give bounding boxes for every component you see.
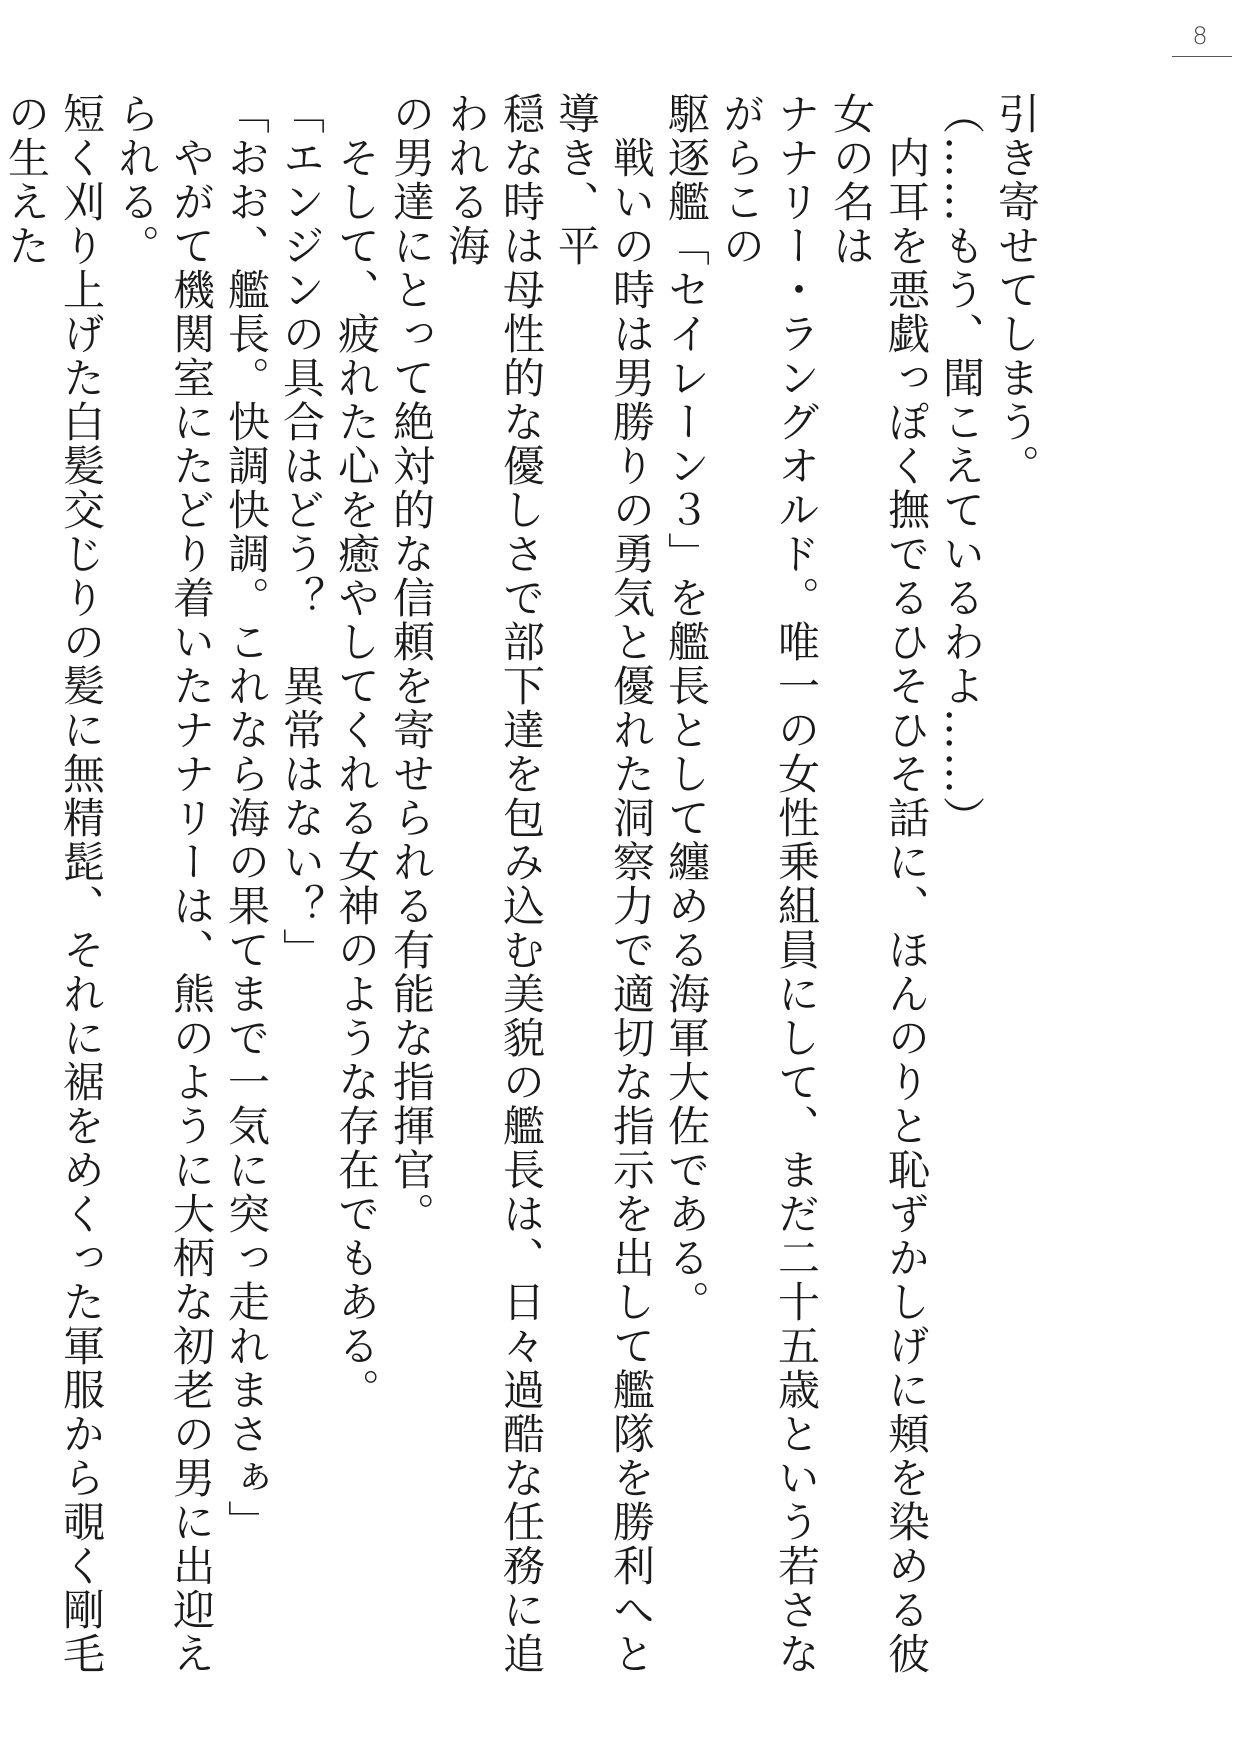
text-line: 引き寄せてしまう。	[992, 92, 1041, 488]
text-line: （……もう、聞こえているわよ……）	[937, 92, 986, 840]
text-line: 穏な時は母性的な優しさで部下達を包み込む美貌の艦長は、日々過酷な任務に追われる海	[442, 92, 546, 1676]
page-number-rule	[1172, 56, 1232, 57]
page-number: 8	[1192, 22, 1208, 50]
text-line: の男達にとって絶対的な信頼を寄せられる有能な指揮官。	[387, 92, 436, 1236]
text-line: 「エンジンの具合はどう？ 異常はない？」	[277, 92, 326, 972]
text-line: やがて機関室にたどり着いたナナリーは、熊のように大柄な初老の男に出迎えられる。	[112, 92, 216, 1676]
text-line: 戦いの時は男勝りの勇気と優れた洞察力で適切な指示を出して艦隊を勝利へと導き、平	[552, 92, 656, 1676]
text-line: 駆逐艦「セイレーン３」を艦長として纏める海軍大佐である。	[662, 92, 711, 1324]
text-line: ナナリー・ラングオルド。唯一の女性乗組員にして、まだ二十五歳という若さながらこの	[717, 92, 821, 1676]
body-text	[0, 92, 1044, 1682]
text-line: 「おお、艦長。快調快調。これなら海の果てまで一気に突っ走れまさぁ」	[222, 92, 271, 1544]
text-line: そして、疲れた心を癒やしてくれる女神のような存在でもある。	[332, 92, 381, 1412]
text-line: 内耳を悪戯っぽく撫でるひそひそ話に、ほんのりと恥ずかしげに頬を染める彼女の名は	[827, 92, 931, 1676]
text-line: 短く刈り上げた白髪交じりの髪に無精髭、それに裾をめくった軍服から覗く剛毛の生えた	[2, 92, 106, 1676]
